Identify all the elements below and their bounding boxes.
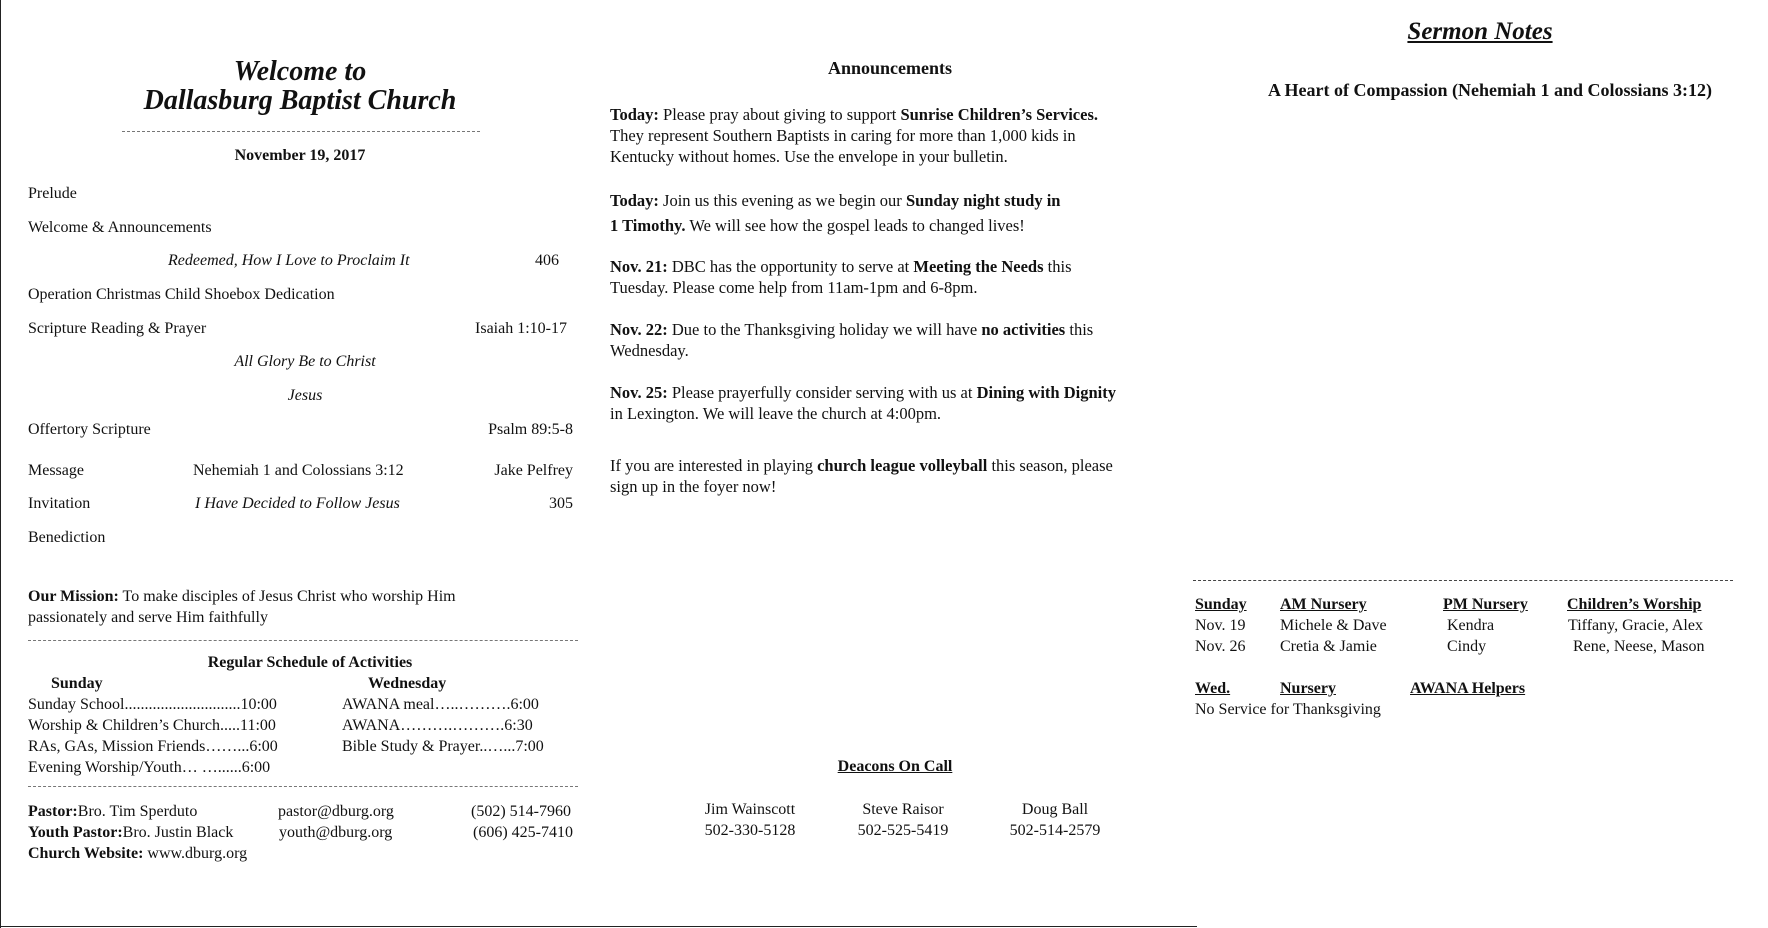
order-prelude: Prelude — [28, 185, 77, 202]
deacon-phone: 502-525-5419 — [857, 822, 949, 839]
schedule-sunday-header: Sunday — [51, 675, 103, 692]
schedule-wednesday-item: AWANA meal…..……….6:00 — [342, 696, 539, 713]
pastor-name: Bro. Tim Sperduto — [77, 803, 198, 820]
wed-header: Wed. — [1195, 680, 1231, 697]
pastor-contact: Pastor:Bro. Tim Sperduto — [28, 803, 198, 820]
schedule-title: Regular Schedule of Activities — [207, 654, 413, 671]
nursery-cell: Cindy — [1447, 638, 1487, 655]
mission-label: Our Mission: — [28, 588, 119, 605]
youth-pastor-name: Bro. Justin Black — [122, 824, 234, 841]
nursery-cell: Nov. 19 — [1195, 617, 1246, 634]
schedule-wednesday-item: AWANA……….……….6:30 — [342, 717, 533, 734]
schedule-sunday-item: Worship & Children’s Church.....11:00 — [28, 717, 276, 734]
nursery-divider — [1193, 580, 1733, 581]
announcement-6: If you are interested in playing church league volleyball this season, please sign up in the foyer now! — [610, 456, 1113, 496]
page-bottom-border — [0, 926, 1197, 927]
message-label: Message — [28, 462, 84, 479]
awana-helpers-header: AWANA Helpers — [1410, 680, 1526, 697]
deacon-name: Jim Wainscott — [704, 801, 796, 818]
schedule-wednesday-header: Wednesday — [368, 675, 447, 692]
offertory-ref: Psalm 89:5-8 — [488, 421, 573, 438]
nursery-header-sunday: Sunday — [1195, 596, 1247, 613]
deacons-title: Deacons On Call — [837, 758, 953, 775]
nursery-header-childrens: Children’s Worship — [1567, 596, 1702, 613]
church-website: Church Website: www.dburg.org — [28, 845, 248, 862]
schedule-wednesday-item: Bible Study & Prayer..…...7:00 — [342, 738, 544, 755]
nursery-header-am: AM Nursery — [1280, 596, 1367, 613]
order-benediction: Benediction — [28, 529, 106, 546]
mission-line1: Our Mission: To make disciples of Jesus Christ who worship Him — [28, 588, 456, 605]
song3: Jesus — [287, 387, 323, 404]
deacon-name: Doug Ball — [1021, 801, 1089, 818]
nursery-cell: Kendra — [1447, 617, 1495, 634]
nursery-cell: Tiffany, Gracie, Alex — [1568, 617, 1703, 634]
announcements-title: Announcements — [827, 58, 952, 78]
mission-divider — [28, 640, 578, 641]
announcement-3: Nov. 21: DBC has the opportunity to serve at Meeting the Needs this Tuesday. Please come help from 11am-1pm and 6-8pm. — [610, 257, 1072, 297]
welcome-title-line1: Welcome to — [233, 56, 367, 87]
announcement-1: Today: Please pray about giving to support Sunrise Children’s Services. They represent Southern Baptists in caring for more than 1,000 kids in Kentucky without homes. Use the envelope in your bulletin. — [610, 105, 1098, 166]
invitation-song: I Have Decided to Follow Jesus — [195, 495, 400, 512]
sermon-subtitle: A Heart of Compassion (Nehemiah 1 and Colossians 3:12) — [1267, 80, 1713, 100]
schedule-divider — [28, 786, 578, 787]
nursery-cell: Cretia & Jamie — [1280, 638, 1377, 655]
hymn1-number: 406 — [535, 252, 559, 269]
youth-pastor-phone: (606) 425-7410 — [473, 824, 573, 841]
youth-pastor-email[interactable]: youth@dburg.org — [279, 824, 393, 841]
mission-line2: passionately and serve Him faithfully — [28, 609, 268, 626]
announcement-5: Nov. 25: Please prayerfully consider serving with us at Dining with Dignity in Lexington. We will leave the church at 4:00pm. — [610, 383, 1116, 423]
nursery-header-pm: PM Nursery — [1443, 596, 1528, 613]
deacon-phone: 502-514-2579 — [1009, 822, 1101, 839]
wed-nursery-header: Nursery — [1280, 680, 1336, 697]
wed-note: No Service for Thanksgiving — [1195, 701, 1381, 718]
sermon-notes-title: Sermon Notes — [1407, 18, 1553, 45]
order-welcome: Welcome & Announcements — [28, 219, 212, 236]
announcement-2: Today: Join us this evening as we begin our Sunday night study in 1 Timothy. We will see how the gospel leads to changed lives! — [610, 191, 1061, 235]
deacon-name: Steve Raisor — [862, 801, 944, 818]
title-divider — [122, 131, 480, 132]
schedule-sunday-item: RAs, GAs, Mission Friends……...6:00 — [28, 738, 278, 755]
offertory-label: Offertory Scripture — [28, 421, 151, 438]
welcome-title-line2: Dallasburg Baptist Church — [143, 85, 457, 116]
website-link[interactable]: www.dburg.org — [143, 845, 248, 862]
message-speaker: Jake Pelfrey — [494, 462, 573, 479]
song2: All Glory Be to Christ — [234, 353, 376, 370]
invitation-number: 305 — [549, 495, 573, 512]
nursery-cell: Rene, Neese, Mason — [1573, 638, 1705, 655]
page-left-border — [0, 0, 1, 928]
youth-pastor-contact: Youth Pastor:Bro. Justin Black — [28, 824, 234, 841]
deacon-phone: 502-330-5128 — [704, 822, 796, 839]
schedule-sunday-item: Sunday School.............................10:00 — [28, 696, 277, 713]
message-text: Nehemiah 1 and Colossians 3:12 — [193, 462, 404, 479]
pastor-phone: (502) 514-7960 — [471, 803, 571, 820]
scripture-ref: Isaiah 1:10-17 — [475, 320, 567, 337]
nursery-cell: Michele & Dave — [1280, 617, 1387, 634]
hymn1-title: Redeemed, How I Love to Proclaim It — [168, 252, 410, 269]
schedule-sunday-item: Evening Worship/Youth… …......6:00 — [28, 759, 271, 776]
order-shoebox: Operation Christmas Child Shoebox Dedication — [28, 286, 335, 303]
service-date: November 19, 2017 — [234, 147, 366, 164]
nursery-cell: Nov. 26 — [1195, 638, 1246, 655]
pastor-email[interactable]: pastor@dburg.org — [278, 803, 394, 820]
invitation-label: Invitation — [28, 495, 91, 512]
scripture-label: Scripture Reading & Prayer — [28, 320, 207, 337]
announcement-4: Nov. 22: Due to the Thanksgiving holiday we will have no activities this Wednesday. — [610, 320, 1094, 360]
